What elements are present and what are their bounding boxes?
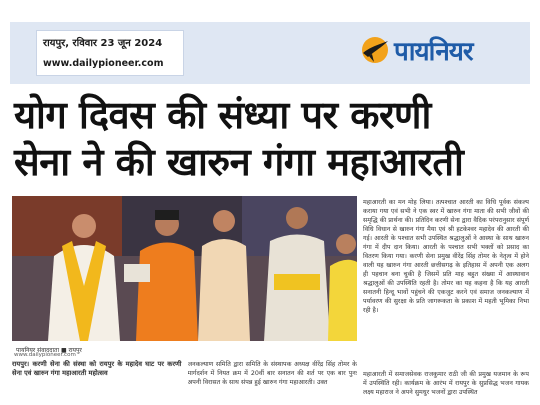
event-photo: [12, 196, 357, 341]
credit-website: www.dailypioneer.com: [14, 352, 76, 358]
article-column-1: [12, 360, 182, 405]
article-column-right: [363, 198, 529, 370]
pioneer-logo: [360, 32, 472, 68]
article-text-col-1: रायपुर। करणी सेना की संस्था को रायपुर के महादेव घाट पर करणी सेना एवं खारुन गंगा महाआरती महोत्सव: [12, 360, 182, 377]
article-text-col-3: महाआरती में समाजसेवक राजकुमार राठी जी की प्रमुख यजमान के रूप में उपस्थिति रही। कार्यक्रम के आरंभ में रायपुर के सुप्रसिद्ध भजन गायक लक्ष्य महाराज ने अपने सुमधुर भजनों द्वारा उपस्थित: [363, 371, 529, 396]
date-box: [36, 30, 184, 76]
headline: [14, 92, 530, 186]
dateline-separator: ■: [60, 347, 69, 354]
event-photo-illustration: [12, 196, 357, 341]
website-url: www.dailypioneer.com: [43, 58, 164, 69]
headline-line-1: योग दिवस की संध्या पर करणी: [14, 93, 431, 137]
article-column-2: [188, 360, 358, 405]
newspaper-name: पायनियर: [394, 37, 473, 67]
edition-date: रायपुर, रविवार 23 जून 2024: [43, 38, 163, 49]
article-lower-columns: [12, 360, 357, 405]
dateline: रायपुर: [68, 347, 82, 354]
article-text-right: महाआरती का मन मोह लिया। तत्पश्चात आरती का विधि पूर्वक संकल्प कराया गया एवं सभी ने एक स्वर में खारुन गंगा माता की सभी जीवों की समृद्धि की प्रार्थना की। प्रतिदिन करणी सेना द्वारा वैदिक परंपरानुसार संपूर्ण विधि विधान से खारुन गंगा मैया एवं श्री हटकेश्वर महादेव की आरती की गई। आरती के पश्चात सभी उपस्थित श्रद्धालुओं ने आस्था के साथ खारुन गंगा में दीप दान किया। आरती के पश्चात सभी भक्तों को प्रसाद का वितरण किया गया। करणी सेना प्रमुख वीरेंद्र सिंह तोमर के नेतृत्व में होने वाली यह खारुन गंगा आरती छत्तीसगढ़ के इतिहास में अपनी एक अलग ही पहचान बना चुकी है जिसमें प्रति माह बहुत संख्या में आस्थावान श्रद्धालुओं की उपस्थिति रहती है। तोमर का यह कहना है कि यह आरती सनातनी हिन्दू भावों पहुंचने की एकजुट करने एवं समाज जनकल्याण में पर्यावरण की सुरक्षा के प्रति जागरूकता के प्रकाश में महती भूमिका निभा रही है।: [363, 199, 529, 314]
reporter-name: पायनियर संवाददाता: [16, 347, 60, 354]
article-column-3: [363, 370, 529, 405]
pioneer-bird-emblem-icon: [360, 35, 390, 65]
article-text-col-2: जनकल्याण समिति द्वारा समिति के संस्थापक अध्यक्ष वीरेंद्र सिंह तोमर के मार्गदर्शन में नियत क्रम में 20वीं बार सनातन की शर्त पर एक बार पुनः अपनी विरासत के साथ संपन्न हुई खारुन गंगा महाआरती। उक्त: [187, 361, 357, 386]
headline-line-2: सेना ने की खारुन गंगा महाआरती: [14, 140, 464, 184]
